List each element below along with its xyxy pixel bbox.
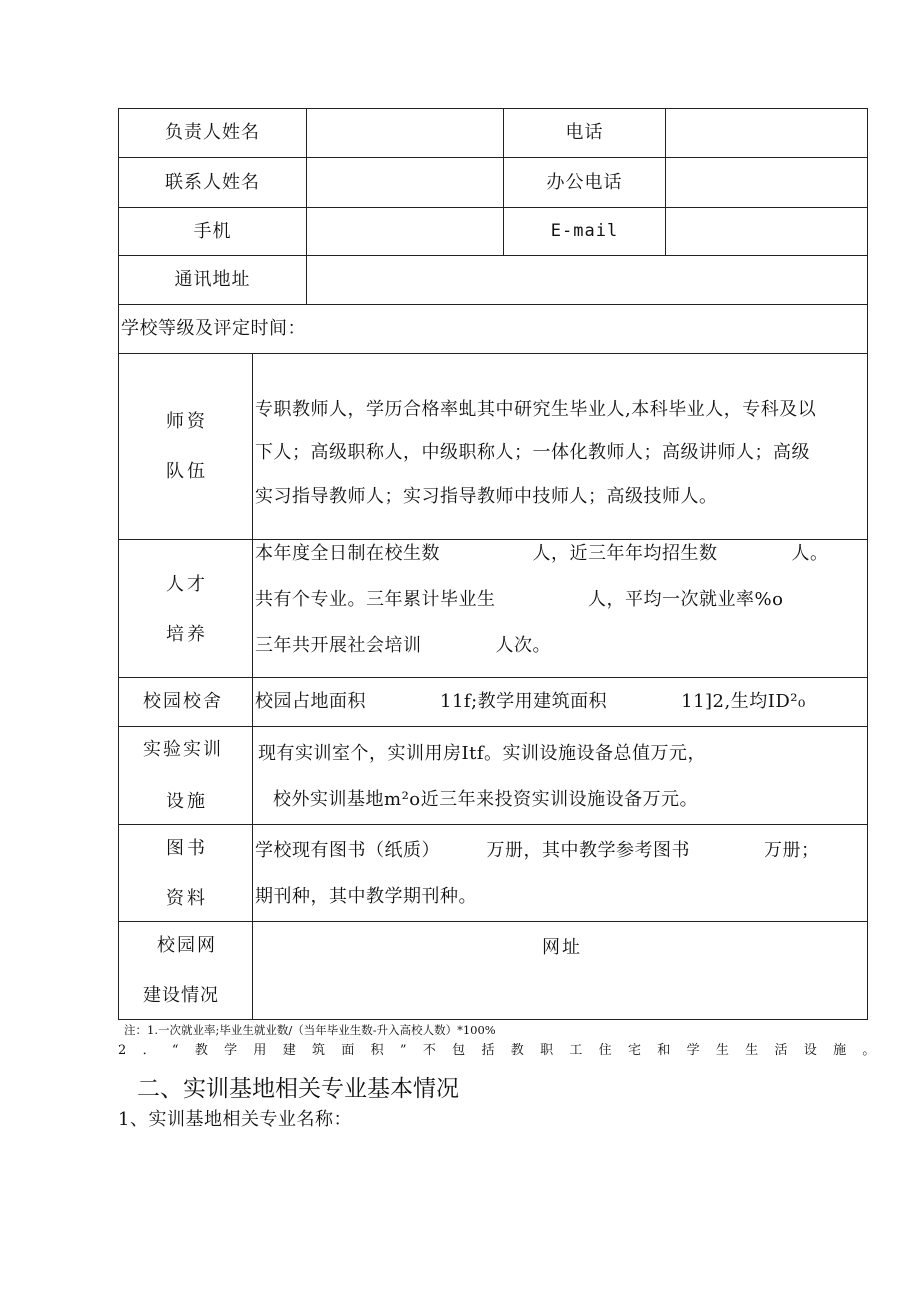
website-url-label: 网址 [542,937,582,958]
teachers-line-3: 实习指导教师人；实习指导教师中技师人；高级技师人。 [255,486,718,507]
address-field[interactable] [307,256,867,304]
table-rule [118,353,868,354]
table-rule [118,921,868,922]
campus-line-1: 校园占地面积 11f;教学用建筑面积 11]2,生均ID²₀ [255,691,806,712]
contact-name-label: 联系人姓名 [165,171,260,193]
office-phone-field[interactable] [666,158,867,207]
books-line-2: 期刊种，其中教学期刊种。 [255,886,477,907]
books-line-1: 学校现有图书（纸质） 万册，其中教学参考图书 万册； [255,840,820,861]
campus-label: 校园校舍 [143,691,223,712]
talent-label-2: 培养 [166,624,208,645]
mobile-field[interactable] [307,208,503,255]
website-label-2: 建设情况 [143,985,219,1006]
email-field[interactable] [666,208,867,255]
contact-name-field[interactable] [307,158,503,207]
section-heading: 二、实训基地相关专业基本情况 [137,1076,459,1102]
table-rule [118,304,868,305]
phone-label: 电话 [565,122,604,143]
table-note-2: 2．“教学用建筑面积”不包括教职工住宅和学生生活设施。 [118,1043,892,1058]
leader-name-label: 负责人姓名 [165,122,260,143]
office-phone-label: 办公电话 [546,171,623,193]
teachers-line-1: 专职教师人，学历合格率虬其中研究生毕业人,本科毕业人，专科及以 [255,399,817,420]
table-rule [118,539,868,540]
school-level-label: 学校等级及评定时间： [121,318,306,339]
table-note-1: 注：1.一次就业率;毕业生就业数/（当年毕业生数-升入高校人数）*100% [124,1023,496,1037]
books-label-2: 资料 [166,888,208,909]
email-label: E-mail [550,221,619,241]
training-label-1: 实验实训 [143,739,223,760]
mobile-label: 手机 [193,220,232,242]
talent-line-3: 三年共开展社会培训 人次。 [255,635,551,656]
training-label-2: 设施 [166,791,208,812]
related-majors-label: 1、实训基地相关专业名称： [118,1109,352,1130]
table-border-right [867,108,868,1020]
training-line-2: 校外实训基地m²o近三年来投资实训设施设备万元。 [273,789,699,810]
table-rule [118,824,868,825]
talent-line-2: 共有个专业。三年累计毕业生 人，平均一次就业率%o [255,589,784,610]
teachers-line-2: 下人；高级职称人，中级职称人；一体化教师人；高级讲师人；高级 [255,442,810,463]
website-label-1: 校园网 [157,935,217,956]
leader-name-field[interactable] [307,109,503,157]
teachers-label-1: 师资 [166,411,208,432]
table-border-bottom [118,1019,868,1020]
table-col-divider [252,353,253,1020]
table-rule [118,726,868,727]
table-rule [118,677,868,678]
talent-line-1: 本年度全日制在校生数 人，近三年年均招生数 人。 [255,543,829,564]
training-line-1: 现有实训室个，实训用房Itf。实训设施设备总值万元， [258,743,707,764]
teachers-label-2: 队伍 [166,461,208,482]
address-label: 通讯地址 [174,269,251,290]
books-label-1: 图书 [166,838,208,859]
talent-label-1: 人才 [166,574,208,595]
phone-field[interactable] [666,109,867,157]
